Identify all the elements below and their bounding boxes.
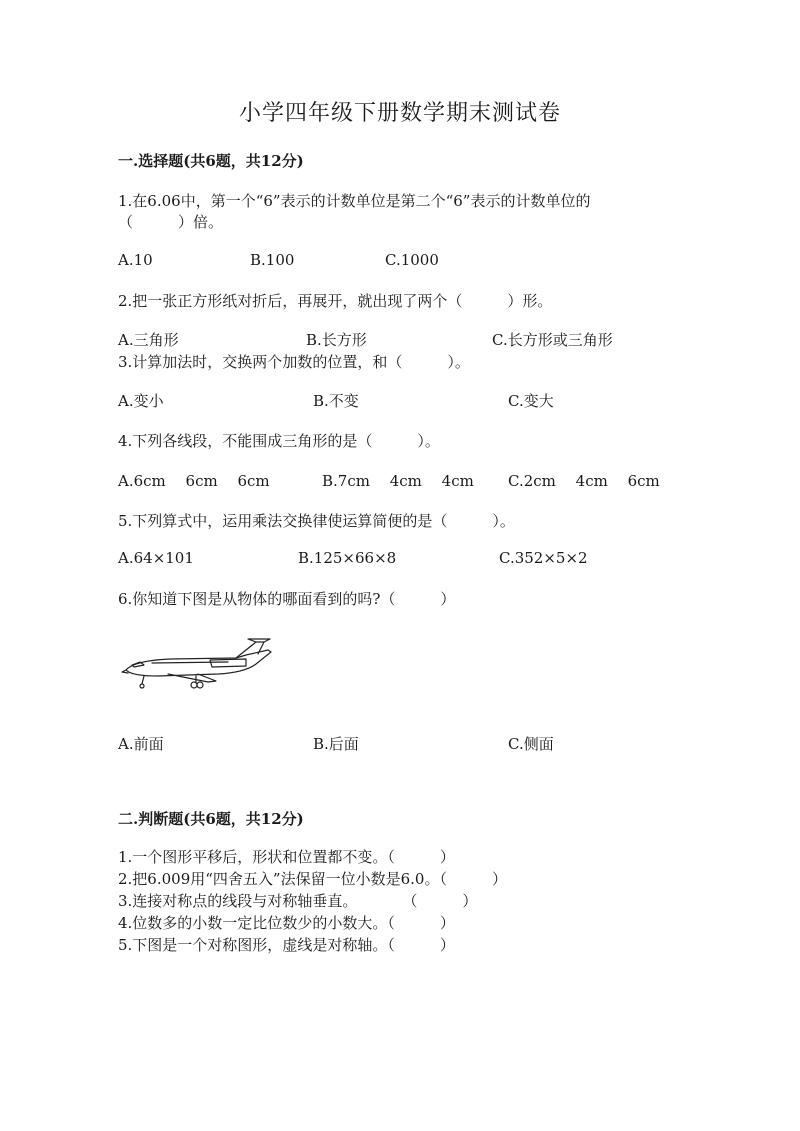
q2-option-a: A.三角形	[118, 331, 179, 349]
q6-option-a: A.前面	[118, 735, 164, 753]
q6-option-b: B.后面	[313, 735, 359, 753]
q5-option-b: B.125×66×8	[298, 549, 397, 567]
judge-item-1: 1.一个图形平移后，形状和位置都不变。（ ）	[118, 848, 455, 866]
q3-option-b: B.不变	[313, 392, 359, 410]
section-heading-judgement: 二.判断题(共6题，共12分)	[118, 810, 304, 828]
question-5: 5.下列算式中，运用乘法交换律使运算简便的是（ ）。	[118, 512, 515, 530]
page-title: 小学四年级下册数学期末测试卷	[238, 101, 561, 126]
question-1-line-2: （ ）倍。	[118, 213, 224, 231]
section-heading-choice: 一.选择题(共6题，共12分)	[118, 152, 304, 170]
q5-option-a: A.64×101	[118, 549, 194, 567]
question-1-line-1: 1.在6.06中，第一个“6”表示的计数单位是第二个“6”表示的计数单位的	[118, 192, 591, 210]
judge-item-4: 4.位数多的小数一定比位数少的小数大。（ ）	[118, 914, 455, 932]
q3-option-a: A.变小	[118, 392, 164, 410]
q1-option-b: B.100	[250, 251, 295, 269]
q4-option-b: B.7cm 4cm 4cm	[322, 472, 474, 490]
question-2: 2.把一张正方形纸对折后，再展开，就出现了两个（ ）形。	[118, 292, 553, 310]
airplane-side-view-icon	[118, 636, 278, 692]
q3-option-c: C.变大	[508, 392, 554, 410]
question-3: 3.计算加法时，交换两个加数的位置，和（ ）。	[118, 353, 470, 371]
judge-item-3: 3.连接对称点的线段与对称轴垂直。 （ ）	[118, 892, 478, 910]
question-6: 6.你知道下图是从物体的哪面看到的吗?（ ）	[118, 590, 456, 608]
q4-option-c: C.2cm 4cm 6cm	[508, 472, 660, 490]
q5-option-c: C.352×5×2	[499, 549, 588, 567]
judge-item-2: 2.把6.009用“四舍五入”法保留一位小数是6.0。（ ）	[118, 870, 507, 888]
q4-option-a: A.6cm 6cm 6cm	[118, 472, 270, 490]
q1-option-a: A.10	[118, 251, 153, 269]
q2-option-b: B.长方形	[306, 331, 367, 349]
q6-option-c: C.侧面	[508, 735, 554, 753]
judge-item-5: 5.下图是一个对称图形，虚线是对称轴。（ ）	[118, 936, 455, 954]
q2-option-c: C.长方形或三角形	[492, 331, 613, 349]
question-4: 4.下列各线段，不能围成三角形的是（ ）。	[118, 432, 440, 450]
q1-option-c: C.1000	[385, 251, 439, 269]
